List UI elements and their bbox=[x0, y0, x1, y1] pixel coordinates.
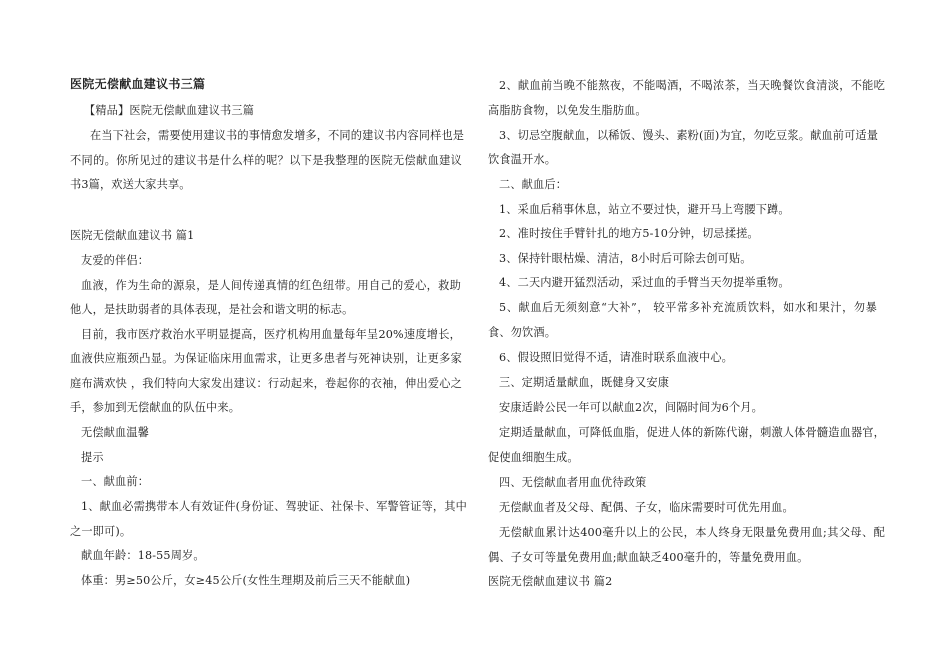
paragraph-line: 血液供应瓶颈凸显。为保证临床用血需求，让更多患者与死神诀别，让更多家 bbox=[70, 352, 462, 365]
list-item: 之一即可)。 bbox=[70, 525, 132, 538]
list-item: 3、保持针眼枯燥、清洁，8小时后可除去创可贴。 bbox=[499, 252, 752, 265]
intro-line: 书3篇，欢送大家共享。 bbox=[70, 178, 191, 191]
subsection-heading: 四、无偿献血者用血优待政策 bbox=[499, 476, 647, 489]
list-item: 高脂肪食物，以免发生脂肪血。 bbox=[488, 104, 647, 117]
list-item: 献血年龄：18-55周岁。 bbox=[81, 549, 205, 562]
list-item: 体重：男≥50公斤，女≥45公斤(女性生理期及前后三天不能献血) bbox=[81, 574, 411, 587]
list-item: 2、献血前当晚不能熬夜，不能喝酒，不喝浓茶，当天晚餐饮食清淡，不能吃 bbox=[499, 79, 885, 92]
paragraph-line: 无偿献血者及父母、配偶、子女，临床需要时可优先用血。 bbox=[499, 501, 794, 514]
list-item: 5、献血后无须刻意“大补”， 较平常多补充流质饮料，如水和果汁，勿暴 bbox=[499, 301, 877, 314]
section-heading-1: 医院无偿献血建议书 篇1 bbox=[70, 229, 195, 242]
tips-heading: 无偿献血温馨 bbox=[81, 426, 150, 439]
paragraph-line: 定期适量献血，可降低血脂，促进人体的新陈代谢，刺激人体骨髓造血器官， bbox=[499, 426, 885, 439]
paragraph-line: 他人，是扶助弱者的具体表现，是社会和谐文明的标志。 bbox=[70, 303, 354, 316]
list-item: 2、准时按住手臂针扎的地方5-10分钟，切忌揉搓。 bbox=[499, 227, 759, 240]
section-heading-2: 医院无偿献血建议书 篇2 bbox=[488, 575, 613, 588]
intro-line: 不同的。你所见过的建议书是什么样的呢？以下是我整理的医院无偿献血建议 bbox=[70, 154, 462, 167]
paragraph-line: 庭布满欢快 ，我们特向大家发出建议：行动起来，卷起你的衣袖，伸出爱心之 bbox=[70, 377, 462, 390]
list-item: 1、采血后稍事休息，站立不要过快，避开马上弯腰下蹲。 bbox=[499, 203, 790, 216]
paragraph-line: 偶、子女可等量免费用血;献血缺乏400毫升的，等量免费用血。 bbox=[488, 551, 809, 564]
paragraph-line: 无偿献血累计达400毫升以上的公民，本人终身无限量免费用血;其父母、配 bbox=[499, 526, 885, 539]
salutation: 友爱的伴侣： bbox=[81, 254, 150, 267]
list-item: 6、假设照旧觉得不适，请准时联系血液中心。 bbox=[499, 351, 734, 364]
document-title: 医院无偿献血建议书三篇 bbox=[70, 77, 206, 91]
list-item: 食、勿饮酒。 bbox=[488, 326, 557, 339]
subtitle-line: 【精品】医院无偿献血建议书三篇 bbox=[84, 104, 255, 117]
list-item: 3、切忌空腹献血，以稀饭、馒头、素粉(面)为宜，勿吃豆浆。献血前可适量 bbox=[499, 129, 879, 142]
paragraph-line: 手，参加到无偿献血的队伍中来。 bbox=[70, 401, 241, 414]
subsection-heading: 三、定期适量献血，既健身又安康 bbox=[499, 376, 670, 389]
paragraph-line: 血液，作为生命的源泉，是人间传递真情的红色纽带。用自己的爱心，救助 bbox=[81, 279, 461, 292]
subsection-heading: 二、献血后： bbox=[499, 178, 568, 191]
list-item: 饮食温开水。 bbox=[488, 153, 557, 166]
tips-heading: 提示 bbox=[81, 451, 104, 464]
paragraph-line: 安康适龄公民一年可以献血2次，间隔时间为6个月。 bbox=[499, 401, 763, 414]
paragraph-line: 目前，我市医疗救治水平明显提高，医疗机构用血量每年呈20%速度增长， bbox=[81, 328, 461, 341]
subsection-heading: 一、献血前： bbox=[81, 475, 150, 488]
paragraph-line: 促使血细胞生成。 bbox=[488, 451, 579, 464]
list-item: 1、献血必需携带本人有效证件(身份证、驾驶证、社保卡、军警管证等，其中 bbox=[81, 500, 467, 513]
intro-line: 在当下社会，需要使用建议书的事情愈发增多，不同的建议书内容同样也是 bbox=[90, 129, 465, 142]
list-item: 4、二天内避开猛烈活动，采过血的手臂当天勿提举重物。 bbox=[499, 276, 790, 289]
